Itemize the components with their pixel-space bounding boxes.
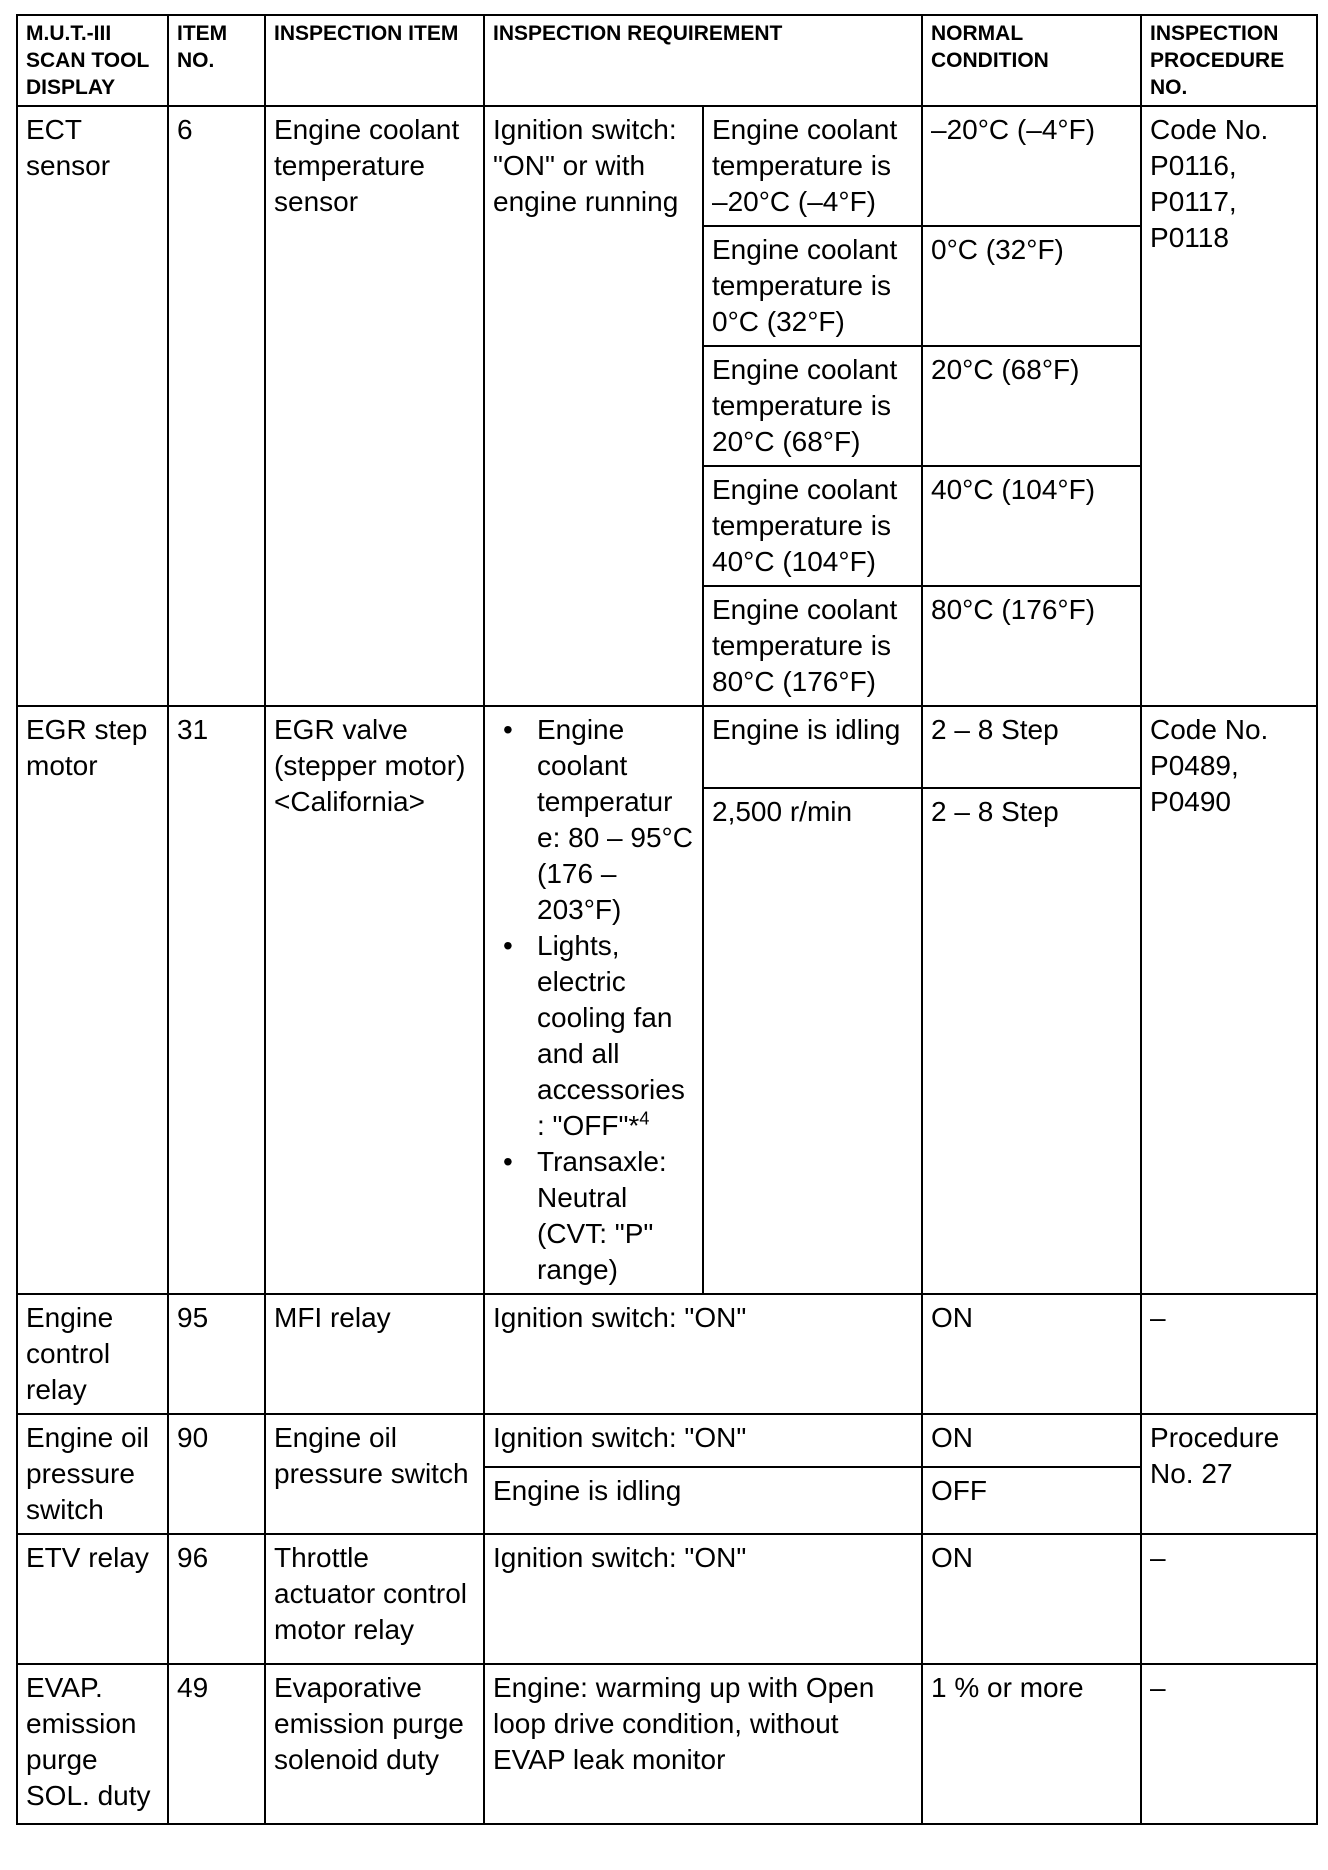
- ect-requirement: Ignition switch: "ON" or with engine running: [484, 106, 703, 706]
- etv-item-no: 96: [168, 1534, 265, 1664]
- ect-item-no: 6: [168, 106, 265, 706]
- relay-normal: ON: [922, 1294, 1141, 1414]
- oil-item-no: 90: [168, 1414, 265, 1534]
- list-item: • Lights, electric cooling fan and all accessories : "OFF"*$^4$: [503, 930, 685, 1141]
- egr-requirement: [484, 706, 703, 1294]
- table-row: [17, 1294, 1317, 1414]
- oil-normal: ON: [922, 1414, 1141, 1467]
- etv-requirement: Ignition switch: "ON": [484, 1534, 922, 1664]
- ect-condition: Engine coolant temperature is 0°C (32°F): [703, 226, 922, 346]
- ect-condition: Engine coolant temperature is 40°C (104°F): [703, 466, 922, 586]
- oil-normal: OFF: [922, 1467, 1141, 1534]
- ect-procedure: Code No. P0116, P0117, P0118: [1141, 106, 1317, 706]
- header-display: M.U.T.-III SCAN TOOL DISPLAY: [17, 15, 168, 106]
- header-item-no: ITEM NO.: [168, 15, 265, 106]
- oil-item: Engine oil pressure switch: [265, 1414, 484, 1534]
- oil-display: Engine oil pressure switch: [17, 1414, 168, 1534]
- egr-item: EGR valve (stepper motor) <California>: [265, 706, 484, 1294]
- oil-procedure: Procedure No. 27: [1141, 1414, 1317, 1534]
- relay-procedure: –: [1141, 1294, 1317, 1414]
- list-item: • Transaxle: Neutral (CVT: "P" range): [503, 1146, 667, 1285]
- header-procedure: INSPECTION PROCEDURE NO.: [1141, 15, 1317, 106]
- bullet-icon: •: [503, 1146, 513, 1177]
- egr-normal: 2 – 8 Step: [922, 706, 1141, 788]
- relay-item-no: 95: [168, 1294, 265, 1414]
- list-item: • Engine coolant temperatur e: 80 – 95°C (176 – 203°F): [503, 714, 693, 925]
- etv-normal: ON: [922, 1534, 1141, 1664]
- evap-normal: 1 % or more: [922, 1664, 1141, 1824]
- etv-item: Throttle actuator control motor relay: [265, 1534, 484, 1664]
- bullet-icon: •: [503, 930, 513, 961]
- table-row: [17, 1664, 1317, 1824]
- ect-normal: 0°C (32°F): [922, 226, 1141, 346]
- inspection-table: [16, 14, 1318, 1825]
- header-item: INSPECTION ITEM: [265, 15, 484, 106]
- ect-display: ECT sensor: [17, 106, 168, 706]
- ect-condition: Engine coolant temperature is –20°C (–4°F): [703, 106, 922, 226]
- ect-normal: 80°C (176°F): [922, 586, 1141, 706]
- header-row: [17, 15, 1317, 106]
- ect-normal: 20°C (68°F): [922, 346, 1141, 466]
- evap-display: EVAP. emission purge SOL. duty: [17, 1664, 168, 1824]
- table-row: [17, 1414, 1317, 1467]
- egr-condition: 2,500 r/min: [703, 788, 922, 1294]
- etv-display: ETV relay: [17, 1534, 168, 1664]
- evap-item: Evaporative emission purge solenoid duty: [265, 1664, 484, 1824]
- oil-requirement: Ignition switch: "ON": [484, 1414, 922, 1467]
- table-row: [17, 1534, 1317, 1664]
- relay-item: MFI relay: [265, 1294, 484, 1414]
- ect-normal: –20°C (–4°F): [922, 106, 1141, 226]
- relay-display: Engine control relay: [17, 1294, 168, 1414]
- bullet-icon: •: [503, 714, 513, 745]
- egr-normal: 2 – 8 Step: [922, 788, 1141, 1294]
- ect-normal: 40°C (104°F): [922, 466, 1141, 586]
- oil-requirement: Engine is idling: [484, 1467, 922, 1534]
- ect-condition: Engine coolant temperature is 20°C (68°F): [703, 346, 922, 466]
- etv-procedure: –: [1141, 1534, 1317, 1664]
- egr-procedure: Code No. P0489, P0490: [1141, 706, 1317, 1294]
- egr-display: EGR step motor: [17, 706, 168, 1294]
- header-requirement: INSPECTION REQUIREMENT: [484, 15, 922, 106]
- footnote-marker: 4: [639, 1108, 650, 1129]
- ect-item: Engine coolant temperature sensor: [265, 106, 484, 706]
- evap-procedure: –: [1141, 1664, 1317, 1824]
- egr-item-no: 31: [168, 706, 265, 1294]
- egr-requirement-list: [493, 712, 694, 1288]
- table-row: [17, 706, 1317, 788]
- evap-item-no: 49: [168, 1664, 265, 1824]
- egr-condition: Engine is idling: [703, 706, 922, 788]
- relay-requirement: Ignition switch: "ON": [484, 1294, 922, 1414]
- evap-requirement: Engine: warming up with Open loop drive condition, without EVAP leak monitor: [484, 1664, 922, 1824]
- ect-condition: Engine coolant temperature is 80°C (176°F): [703, 586, 922, 706]
- table-row: [17, 106, 1317, 226]
- header-normal: NORMAL CONDITION: [922, 15, 1141, 106]
